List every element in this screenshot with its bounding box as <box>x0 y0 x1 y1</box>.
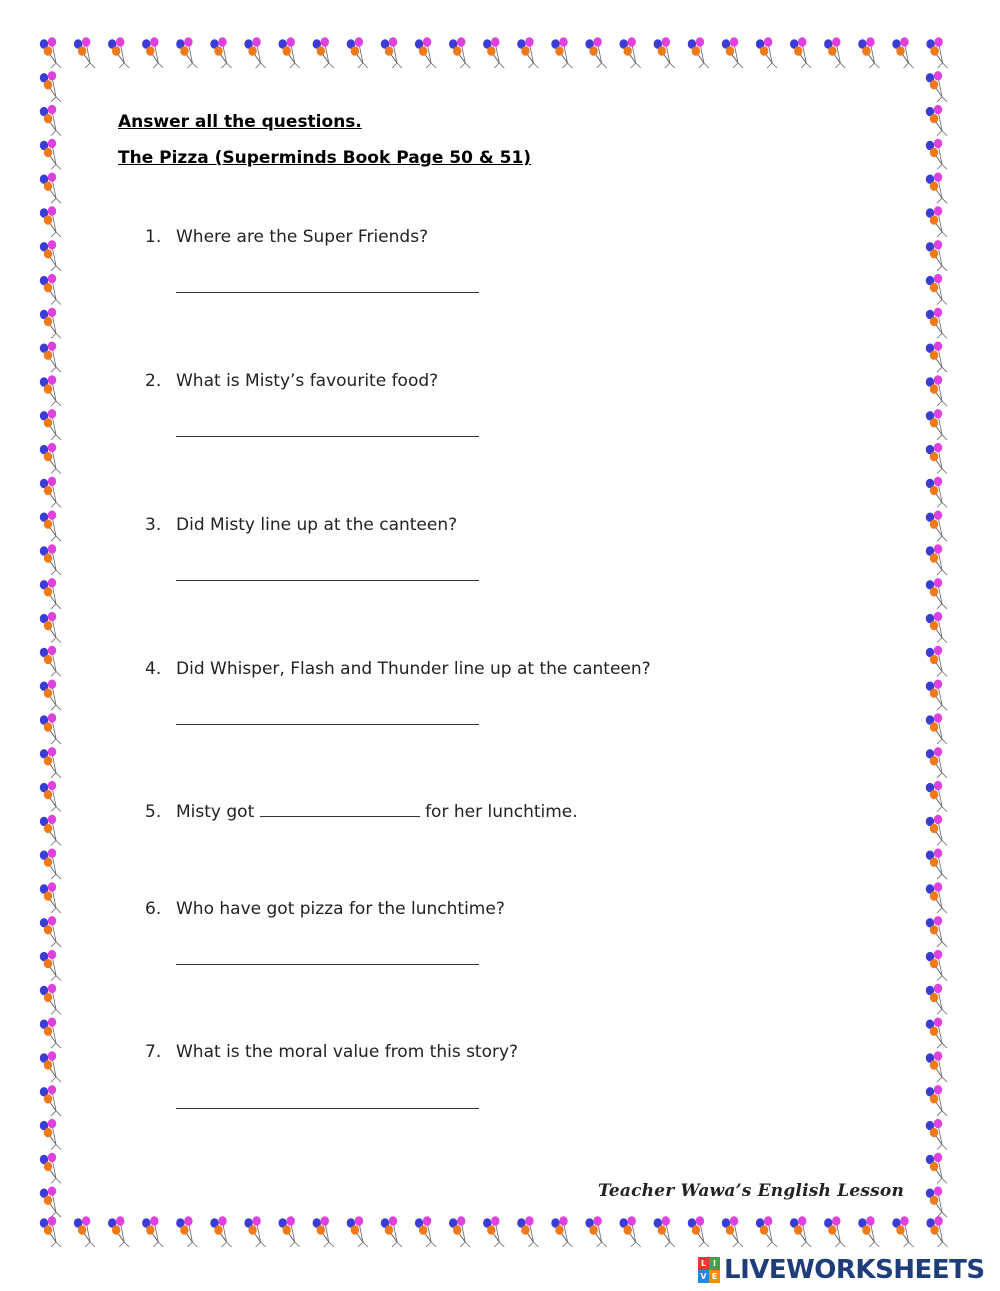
balloon-bunch-icon <box>483 37 504 68</box>
question-number: 2. <box>145 371 162 391</box>
balloon-bunch-icon <box>347 1216 368 1247</box>
liveworksheets-logo[interactable] <box>698 1255 985 1285</box>
balloon-bunch-icon <box>926 206 947 237</box>
balloon-bunch-icon <box>926 443 947 474</box>
question-6 <box>145 899 505 919</box>
balloon-bunch-icon <box>858 37 879 68</box>
question-text: What is the moral value from this story? <box>176 1042 519 1062</box>
balloon-bunch-icon <box>176 1216 197 1247</box>
balloon-bunch-icon <box>108 37 129 68</box>
balloon-bunch-icon <box>926 477 947 508</box>
balloon-bunch-icon <box>790 37 811 68</box>
question-number: 1. <box>145 227 162 247</box>
balloon-bunch-icon <box>108 1216 129 1247</box>
balloon-bunch-icon <box>40 1085 61 1116</box>
balloon-bunch-icon <box>313 1216 334 1247</box>
balloon-bunch-icon <box>926 274 947 305</box>
balloon-bunch-icon <box>926 308 947 339</box>
balloon-bunch-icon <box>40 206 61 237</box>
balloon-bunch-icon <box>142 1216 163 1247</box>
balloon-bunch-icon <box>40 848 61 879</box>
balloon-bunch-icon <box>449 1216 470 1247</box>
liveworksheets-icon: L I V E <box>698 1257 720 1283</box>
balloon-bunch-icon <box>926 409 947 440</box>
balloon-bunch-icon <box>347 37 368 68</box>
balloon-bunch-icon <box>585 37 606 68</box>
question-4 <box>145 659 651 679</box>
balloon-bunch-icon <box>415 1216 436 1247</box>
balloon-bunch-icon <box>926 240 947 271</box>
balloon-bunch-icon <box>381 37 402 68</box>
balloon-bunch-icon <box>926 882 947 913</box>
balloon-bunch-icon <box>722 37 743 68</box>
balloon-bunch-icon <box>654 37 675 68</box>
balloon-bunch-icon <box>722 1216 743 1247</box>
balloon-bunch-icon <box>926 139 947 170</box>
balloon-bunch-icon <box>926 815 947 846</box>
balloon-bunch-icon <box>40 815 61 846</box>
question-3 <box>145 515 457 535</box>
question-text-after: for her lunchtime. <box>425 802 578 822</box>
question-text: Who have got pizza for the lunchtime? <box>176 899 505 919</box>
balloon-bunch-icon <box>926 544 947 575</box>
balloon-bunch-icon <box>824 37 845 68</box>
answer-line-6[interactable] <box>176 964 479 965</box>
balloon-bunch-icon <box>926 71 947 102</box>
question-text: Where are the Super Friends? <box>176 227 429 247</box>
question-text: Did Misty line up at the canteen? <box>176 515 458 535</box>
balloon-bunch-icon <box>926 578 947 609</box>
balloon-bunch-icon <box>926 105 947 136</box>
instruction-heading: Answer all the questions. <box>118 112 362 132</box>
balloon-bunch-icon <box>244 1216 265 1247</box>
balloon-bunch-icon <box>688 1216 709 1247</box>
question-1 <box>145 227 428 247</box>
balloon-bunch-icon <box>926 950 947 981</box>
balloon-bunch-icon <box>74 1216 95 1247</box>
balloon-bunch-icon <box>756 37 777 68</box>
balloon-bunch-icon <box>40 139 61 170</box>
question-number: 5. <box>145 802 162 822</box>
balloon-bunch-icon <box>551 37 572 68</box>
balloon-bunch-icon <box>926 747 947 778</box>
answer-line-2[interactable] <box>176 436 479 437</box>
balloon-bunch-icon <box>40 882 61 913</box>
balloon-bunch-icon <box>279 37 300 68</box>
balloon-bunch-icon <box>620 1216 641 1247</box>
balloon-bunch-icon <box>40 950 61 981</box>
liveworksheets-wordmark: LIVEWORKSHEETS <box>724 1255 985 1285</box>
balloon-bunch-icon <box>40 37 61 68</box>
balloon-bunch-icon <box>551 1216 572 1247</box>
balloon-bunch-icon <box>40 612 61 643</box>
balloon-bunch-icon <box>926 1216 947 1247</box>
balloon-bunch-icon <box>244 37 265 68</box>
balloon-bunch-icon <box>926 781 947 812</box>
balloon-bunch-icon <box>926 916 947 947</box>
answer-line-3[interactable] <box>176 580 479 581</box>
question-text: Did Whisper, Flash and Thunder line up at the canteen? <box>176 659 651 679</box>
question-text-before: Misty got <box>176 802 255 822</box>
balloon-bunch-icon <box>74 37 95 68</box>
balloon-bunch-icon <box>40 544 61 575</box>
balloon-bunch-icon <box>40 71 61 102</box>
balloon-bunch-icon <box>926 612 947 643</box>
balloon-bunch-icon <box>313 37 334 68</box>
balloon-bunch-icon <box>654 1216 675 1247</box>
balloon-bunch-icon <box>926 375 947 406</box>
question-2 <box>145 371 438 391</box>
balloon-bunch-icon <box>483 1216 504 1247</box>
balloon-bunch-icon <box>620 37 641 68</box>
balloon-bunch-icon <box>926 1186 947 1217</box>
balloon-bunch-icon <box>926 713 947 744</box>
balloon-bunch-icon <box>40 713 61 744</box>
balloon-bunch-icon <box>279 1216 300 1247</box>
balloon-bunch-icon <box>926 1017 947 1048</box>
balloon-bunch-icon <box>926 646 947 677</box>
balloon-bunch-icon <box>688 37 709 68</box>
balloon-bunch-icon <box>40 1153 61 1184</box>
footer-signature: Teacher Wawa’s English Lesson <box>598 1181 904 1201</box>
question-number: 4. <box>145 659 162 679</box>
question-5 <box>145 802 578 822</box>
balloon-bunch-icon <box>40 172 61 203</box>
balloon-bunch-icon <box>858 1216 879 1247</box>
question-number: 6. <box>145 899 162 919</box>
balloon-bunch-icon <box>40 679 61 710</box>
question-7 <box>145 1042 518 1062</box>
balloon-bunch-icon <box>40 1216 61 1247</box>
fill-in-blank[interactable] <box>260 802 420 817</box>
worksheet-title: The Pizza (Superminds Book Page 50 & 51) <box>118 148 532 168</box>
balloon-bunch-icon <box>449 37 470 68</box>
balloon-bunch-icon <box>892 37 913 68</box>
balloon-bunch-icon <box>926 341 947 372</box>
balloon-bunch-icon <box>926 984 947 1015</box>
balloon-bunch-icon <box>40 916 61 947</box>
balloon-bunch-icon <box>926 679 947 710</box>
balloon-bunch-icon <box>517 37 538 68</box>
balloon-bunch-icon <box>40 240 61 271</box>
balloon-bunch-icon <box>40 747 61 778</box>
balloon-bunch-icon <box>926 1119 947 1150</box>
balloon-bunch-icon <box>415 37 436 68</box>
balloon-bunch-icon <box>40 409 61 440</box>
balloon-bunch-icon <box>585 1216 606 1247</box>
balloon-bunch-icon <box>756 1216 777 1247</box>
balloon-bunch-icon <box>210 37 231 68</box>
balloon-bunch-icon <box>790 1216 811 1247</box>
balloon-bunch-icon <box>926 848 947 879</box>
balloon-bunch-icon <box>926 37 947 68</box>
balloon-bunch-icon <box>892 1216 913 1247</box>
balloon-bunch-icon <box>40 510 61 541</box>
answer-line-7[interactable] <box>176 1108 479 1109</box>
balloon-bunch-icon <box>40 341 61 372</box>
balloon-bunch-icon <box>40 1051 61 1082</box>
balloon-bunch-icon <box>40 1017 61 1048</box>
question-number: 7. <box>145 1042 162 1062</box>
balloon-bunch-icon <box>40 308 61 339</box>
question-number: 3. <box>145 515 162 535</box>
balloon-bunch-icon <box>824 1216 845 1247</box>
balloon-bunch-icon <box>40 443 61 474</box>
question-text: What is Misty’s favourite food? <box>176 371 439 391</box>
balloon-bunch-icon <box>40 984 61 1015</box>
balloon-bunch-icon <box>517 1216 538 1247</box>
balloon-bunch-icon <box>926 1153 947 1184</box>
balloon-bunch-icon <box>926 172 947 203</box>
balloon-bunch-icon <box>40 1119 61 1150</box>
balloon-bunch-icon <box>926 1085 947 1116</box>
balloon-bunch-icon <box>176 37 197 68</box>
balloon-bunch-icon <box>40 375 61 406</box>
answer-line-4[interactable] <box>176 724 479 725</box>
balloon-bunch-icon <box>40 781 61 812</box>
balloon-bunch-icon <box>142 37 163 68</box>
answer-line-1[interactable] <box>176 292 479 293</box>
balloon-bunch-icon <box>40 477 61 508</box>
balloon-bunch-icon <box>40 1186 61 1217</box>
balloon-bunch-icon <box>40 274 61 305</box>
balloon-bunch-icon <box>40 646 61 677</box>
balloon-bunch-icon <box>926 510 947 541</box>
balloon-bunch-icon <box>40 105 61 136</box>
balloon-bunch-icon <box>381 1216 402 1247</box>
balloon-bunch-icon <box>926 1051 947 1082</box>
balloon-bunch-icon <box>40 578 61 609</box>
balloon-bunch-icon <box>210 1216 231 1247</box>
